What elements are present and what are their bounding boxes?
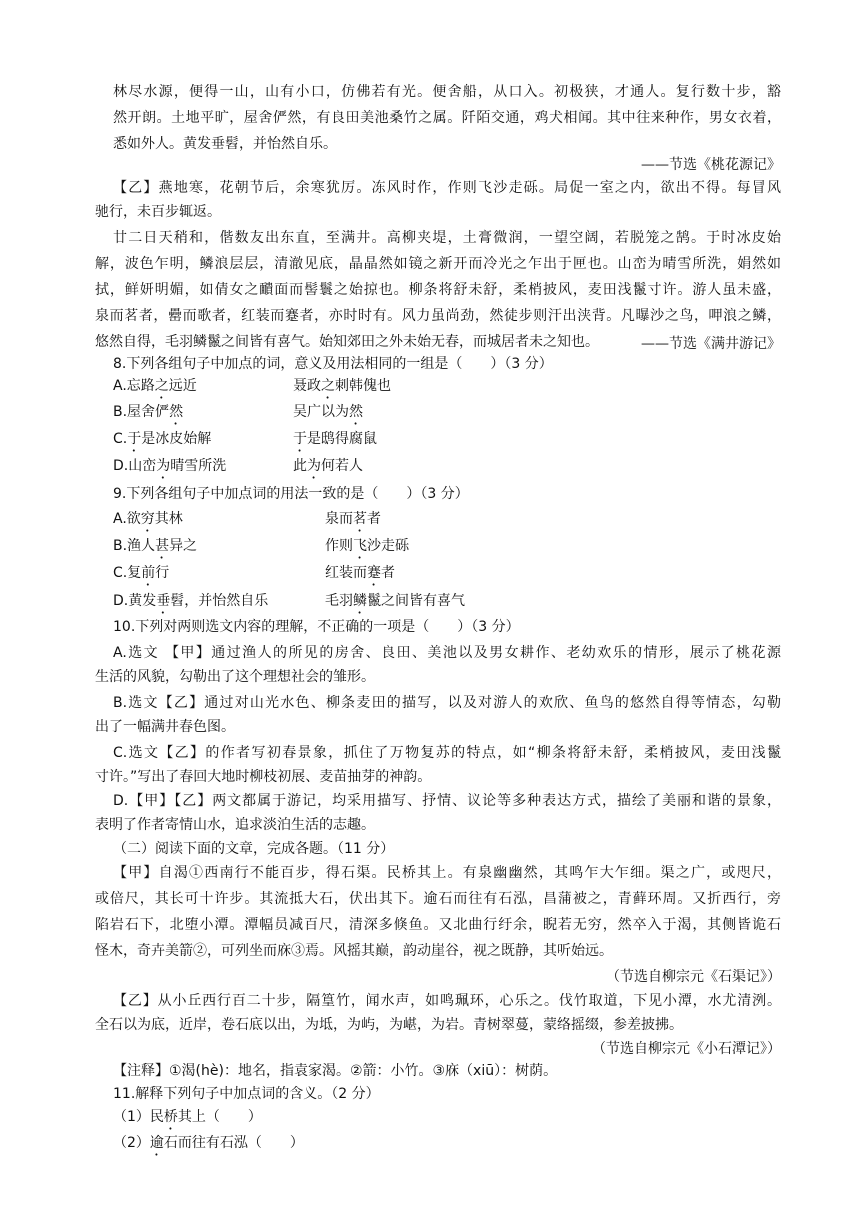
passage-a-line: 然开朗。土地平旷，屋舍俨然，有良田美池桑竹之属。阡陌交通，鸡犬相闻。其中往来种作，男女衣着， <box>113 110 781 126</box>
q9-option: B.渔人甚异之 作则飞沙走砾 <box>113 538 409 554</box>
q11-item: （1）民桥其上（ ） <box>113 1109 262 1125</box>
q9-option: A.欲穷其林 泉而茗者 <box>113 511 381 527</box>
q10-line: B.选文【乙】通过对山光水色、柳条麦田的描写，以及对游人的欢欣、鱼鸟的悠然自得等情态，勾勒 <box>113 695 781 711</box>
passage-a-source: ——节选《桃花源记》 <box>641 157 781 173</box>
notes: 【注释】①渴(hè)：地名，指袁家渴。②箭：小竹。③庥（xiū）：树荫。 <box>113 1063 558 1079</box>
q8-option: B.屋舍俨然 吴广以为然 <box>113 404 363 420</box>
q11-stem: 11.解释下列句子中加点词的含义。（2 分） <box>113 1086 380 1102</box>
passage-d-source: （节选自柳宗元《小石潭记》） <box>592 1041 781 1057</box>
q8-option: D.山峦为晴雪所洗 此为何若人 <box>113 458 363 474</box>
q10-stem: 10.下列对两则选文内容的理解，不正确的一项是（ ）（3 分） <box>113 619 520 635</box>
q10-line: 表明了作者寄情山水，追求淡泊生活的志趣。 <box>95 817 375 833</box>
passage-b-line: 悠然自得，毛羽鳞鬣之间皆有喜气。始知郊田之外未始无春，而城居者未之知也。 <box>95 334 599 350</box>
q8-option: A.忘路之远近 聂政之刺韩傀也 <box>113 378 391 394</box>
q11-item: （2）逾石而往有石泓（ ） <box>113 1135 304 1151</box>
q8-option: C.于是冰皮始解 于是鸱得腐鼠 <box>113 431 377 447</box>
passage-a-line: 林尽水源，便得一山，山有小口，仿佛若有光。便舍船，从口入。初极狭，才通人。复行数十步，豁 <box>113 84 781 100</box>
passage-b-source: ——节选《满井游记》 <box>641 336 781 352</box>
passage-d-line: 全石以为底，近岸，卷石底以出，为坻，为屿，为嵁，为岩。青树翠蔓，蒙络摇缀，参差披拂。 <box>95 1017 683 1033</box>
passage-d-line: 【乙】从小丘西行百二十步，隔篁竹，闻水声，如鸣珮环，心乐之。伐竹取道，下见小潭，水尤清洌。 <box>113 993 781 1009</box>
q10-line: A.选文 【甲】通过渔人的所见的房舍、良田、美池以及男女耕作、老幼欢乐的情形，展示了桃花源 <box>113 645 781 661</box>
q8-stem: 8.下列各组句子中加点的词，意义及用法相同的一组是（ ）（3 分） <box>113 356 553 372</box>
passage-c-line: 怪木，奇卉美箭②，可列坐而庥③焉。风摇其巅，韵动崖谷，视之既静，其听始远。 <box>95 943 613 959</box>
passage-b-line: 廿二日天稍和，偕数友出东直，至满井。高柳夹堤，土膏微润，一望空阔，若脱笼之鹄。于时冰皮始 <box>113 230 781 246</box>
passage-b-line: 解，波色乍明，鳞浪层层，清澈见底，晶晶然如镜之新开而冷光之乍出于匣也。山峦为晴雪所洗，娟然如 <box>95 256 781 272</box>
passage-b-line: 【乙】燕地寒，花朝节后，余寒犹厉。冻风时作，作则飞沙走砾。局促一室之内，欲出不得。每冒风 <box>113 180 781 196</box>
passage-c-line: 【甲】自渴①西南行不能百步，得石渠。民桥其上。有泉幽幽然，其鸣乍大乍细。渠之广，或咫尺， <box>113 865 781 881</box>
passage-a-line: 悉如外人。黄发垂髫，并怡然自乐。 <box>113 136 337 152</box>
passage-b-line: 驰行，未百步辄返。 <box>95 204 221 220</box>
q10-line: 生活的风貌，勾勒出了这个理想社会的雏形。 <box>95 669 375 685</box>
passage-c-source: （节选自柳宗元《石渠记》） <box>606 969 781 985</box>
passage-b-line: 拭，鲜妍明媚，如倩女之靧面而髻鬟之始掠也。柳条将舒未舒，柔梢披风，麦田浅鬣寸许。游人虽未盛， <box>95 282 781 298</box>
q10-line: C.选文【乙】的作者写初春景象，抓住了万物复苏的特点，如“柳条将舒未舒，柔梢披风，麦田浅鬣 <box>113 745 781 761</box>
passage-b-line: 泉而茗者，罍而歌者，红装而蹇者，亦时时有。风力虽尚劲，然徒步则汗出浃背。凡曝沙之鸟，呷浪之鳞， <box>95 308 781 324</box>
q10-line: 寸许。”写出了春回大地时柳枝初展、麦苗抽芽的神韵。 <box>95 769 432 785</box>
q10-line: D.【甲】【乙】两文都属于游记，均采用描写、抒情、议论等多种表达方式，描绘了美丽和谐的景象， <box>113 793 781 809</box>
q9-option: D.黄发垂髫，并怡然自乐 毛羽鳞鬣之间皆有喜气 <box>113 593 465 609</box>
part2-title: （二）阅读下面的文章，完成各题。（11 分） <box>113 841 395 857</box>
q9-option: C.复前行 红装而蹇者 <box>113 565 395 581</box>
q9-stem: 9.下列各组句子中加点词的用法一致的是（ ）（3 分） <box>113 486 469 502</box>
passage-c-line: 或倍尺，其长可十许步。其流抵大石，伏出其下。逾石而往有石泓，昌蒲被之，青藓环周。又折西行，旁 <box>95 891 781 907</box>
passage-c-line: 陷岩石下，北堕小潭。潭幅员减百尺，清深多倏鱼。又北曲行纡余，睨若无穷，然卒入于渴，其侧皆诡石 <box>95 917 781 933</box>
q10-line: 出了一幅满井春色图。 <box>95 719 235 735</box>
